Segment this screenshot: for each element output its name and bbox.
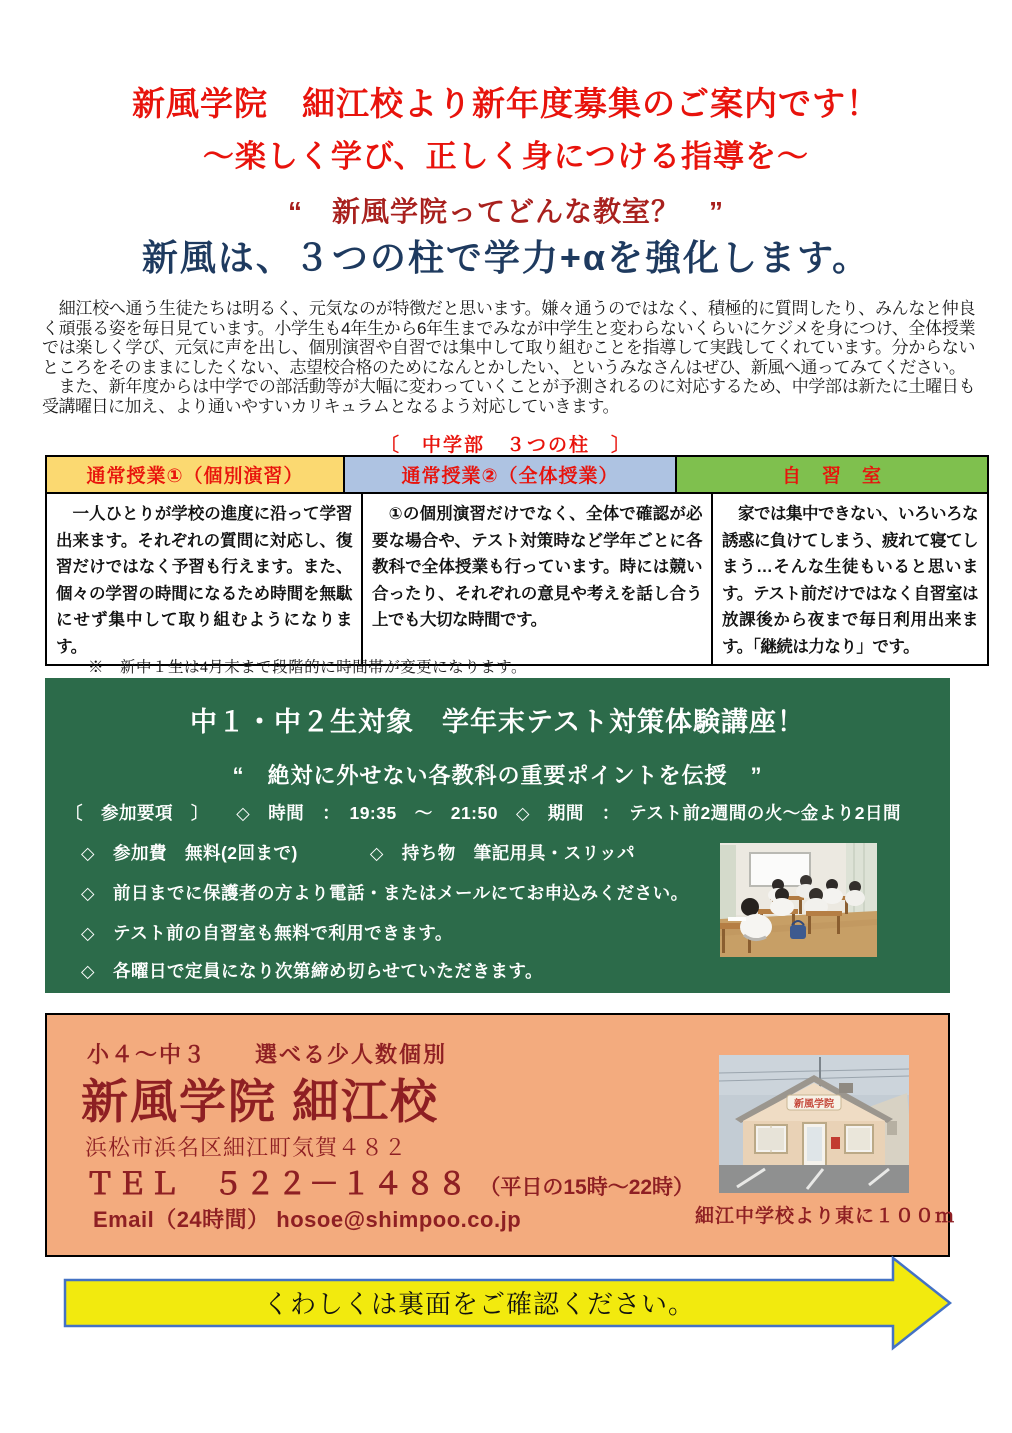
trial-detail-time-period: 〔 参加要項 〕 ◇ 時間 ： 19:35 ～ 21:50 ◇ 期間 ： テスト前2週間の火～金より2日間 — [65, 803, 901, 823]
phone-hours: （平日の15時～22時） — [479, 1176, 695, 1199]
school-name: 新風学院 細江校 — [81, 1075, 440, 1128]
column-header-selfstudy: 自 習 室 — [677, 457, 987, 492]
column-header-group: 通常授業②（全体授業） — [343, 457, 677, 492]
school-info-box — [45, 1013, 956, 1257]
back-page-arrow-banner — [60, 1255, 960, 1355]
trial-detail-fee-items: ◇ 参加費 無料(2回まで) ◇ 持ち物 筆記用具・スリッパ — [81, 843, 636, 863]
intro-paragraph-2: また、新年度からは中学での部活動等が大幅に変わっていくことが予測されるのに対応するため、中学部は新たに土曜日も受講曜日に加え、より通いやすいカリキュラムとなるよう対応していきます。 — [42, 377, 975, 416]
pillars-table-label: 〔 中学部 ３つの柱 〕 — [379, 435, 632, 456]
map-note: 細江中学校より東に１００ｍ — [695, 1206, 956, 1227]
slogan-title: ～楽しく学び、正しく身につける指導を～ — [202, 139, 810, 174]
phone-line — [85, 1159, 694, 1203]
trial-course-subtitle: “ 絶対に外せない各教科の重要ポイントを伝授 ” — [232, 763, 763, 788]
question-quote: “ 新風学院ってどんな教室？ ” — [287, 196, 724, 227]
pillars-table — [45, 455, 989, 666]
cell-individual-lesson: 一人ひとりが学校の進度に沿って学習出来ます。それぞれの質問に対応し、復習だけではなく予習も行えます。また、個々の学習の時間になるため時間を無駄にせず集中して取り組むようになります。 — [56, 505, 352, 656]
trial-detail-apply: ◇ 前日までに保護者の方より電話・またはメールにてお申込みください。 — [81, 883, 689, 903]
building-photo — [719, 1055, 909, 1193]
trial-course-box — [45, 678, 950, 993]
phone-number: ＴＥＬ ５２２－１４８８ — [85, 1168, 469, 1201]
pillars-headline: 新風は、３つの柱で学力+αを強化します。 — [141, 237, 871, 278]
intro-text — [42, 299, 975, 416]
classroom-photo — [720, 843, 877, 957]
pillars-table-body-row — [47, 494, 987, 664]
main-title: 新風学院 細江校より新年度募集のご案内です！ — [132, 85, 880, 122]
column-header-individual: 通常授業①（個別演習） — [47, 457, 343, 492]
trial-course-title: 中１・中２生対象 学年末テスト対策体験講座！ — [190, 707, 805, 737]
grade-range-line: 小４～中３ 選べる少人数個別 — [87, 1042, 448, 1067]
cell-selfstudy-room: 家では集中できない、いろいろな誘惑に負けてしまう、疲れて寝てしまう…そんな生徒もいると思います。テスト前だけではなく自習室は放課後から夜まで毎日利用出来ます。「継続は力なり」です。 — [722, 505, 978, 656]
email-line: Email（24時間） hosoe@shimpoo.co.jp — [93, 1207, 522, 1232]
trial-detail-selfstudy: ◇ テスト前の自習室も無料で利用できます。 — [81, 923, 453, 943]
building-sign-text: 新風学院 — [794, 1099, 834, 1110]
trial-detail-capacity: ◇ 各曜日で定員になり次第締め切らせていただきます。 — [81, 961, 544, 981]
school-address: 浜松市浜名区細江町気賀４８２ — [85, 1135, 408, 1160]
cell-group-lesson: ①の個別演習だけでなく、全体で確認が必要な場合や、テスト対策時など学年ごとに各教科で全体授業も行っています。時には競い合ったり、それぞれの意見や考えを話し合う上でも大切な時間です。 — [361, 494, 713, 664]
schedule-note: ※ 新中１生は4月末まで段階的に時間帯が変更になります。 — [88, 659, 528, 676]
pillars-table-header-row — [47, 457, 987, 494]
intro-paragraph-1: 細江校へ通う生徒たちは明るく、元気なのが特徴だと思います。嫌々通うのではなく、積極的に質問したり、みんなと仲良く頑張る姿を毎日見ています。小学生も4年生から6年生までみなが中学生と変わらないくらいにケジメを身につけ、全体授業では楽しく学び、元気に声を出し、個別演習や自習では集中して取り組むことを指導して実践してくれています。分からないところをそのままにしたくない、志望校合格のためになんとかしたい、というみなさんはぜひ、新風へ通ってみてください。 — [42, 299, 975, 377]
arrow-banner-text: くわしくは裏面をご確認ください。 — [262, 1289, 695, 1319]
